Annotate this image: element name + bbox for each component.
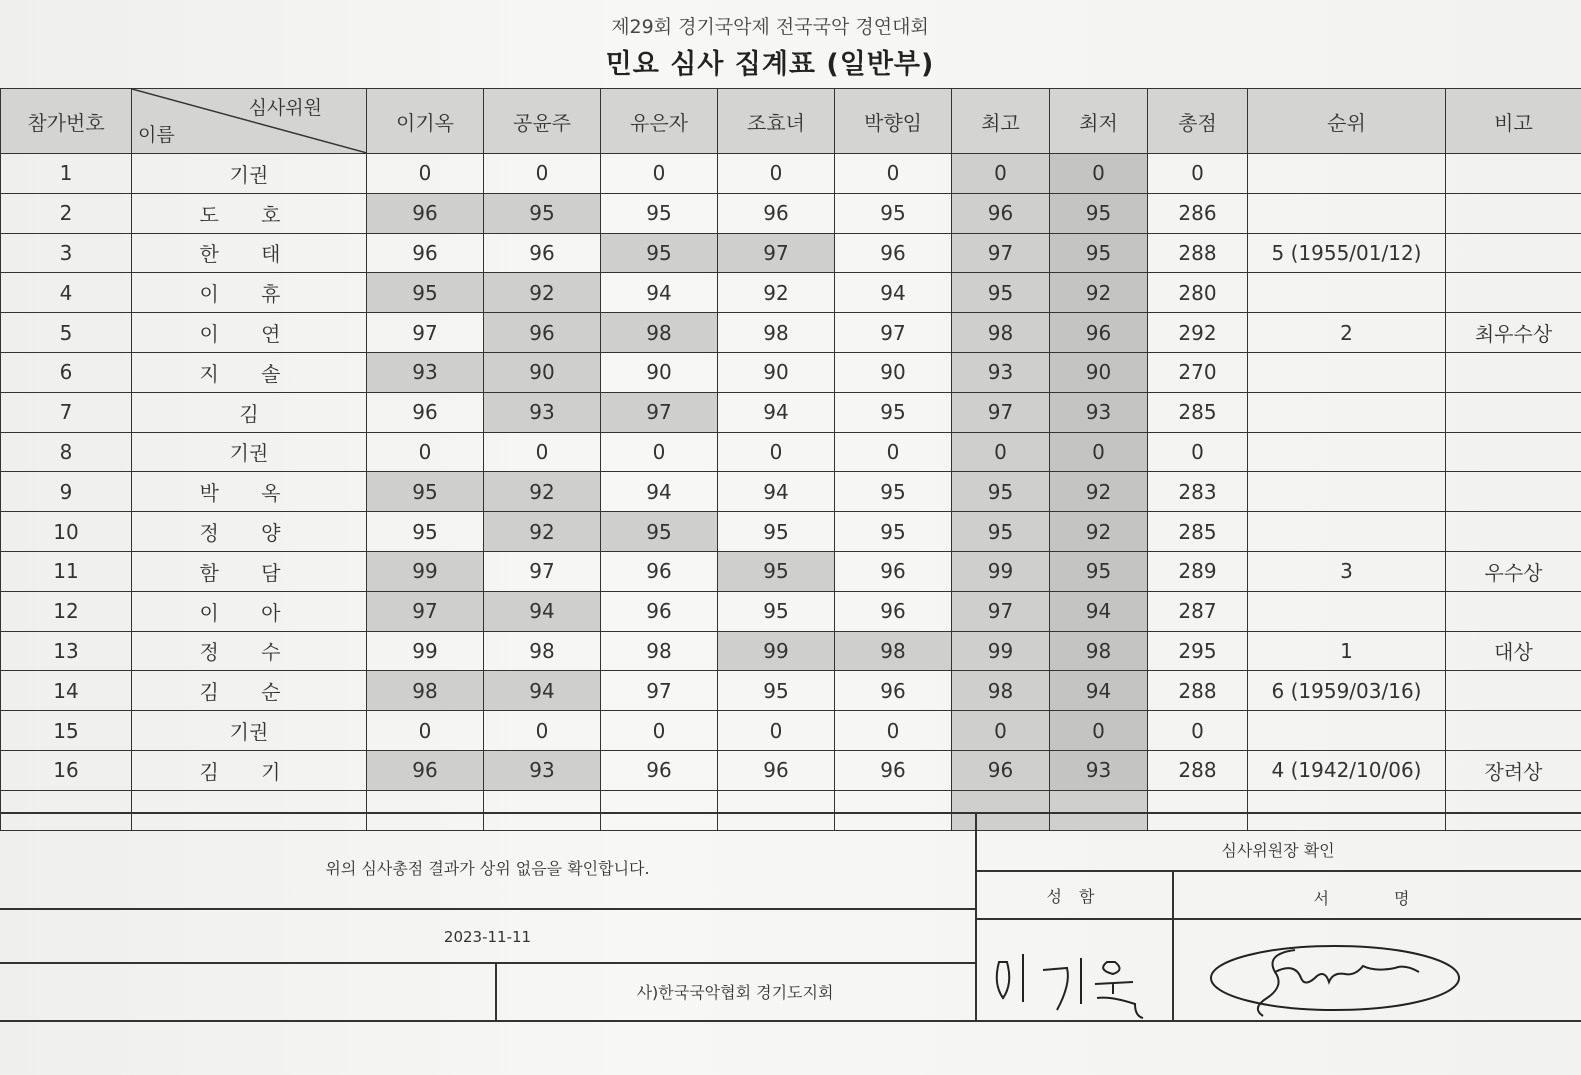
judge-score-cell: 98: [601, 631, 718, 671]
judge-score-cell: 0: [484, 711, 601, 751]
note-cell: [1446, 711, 1581, 751]
judge-score-cell: 92: [484, 472, 601, 512]
total-cell: 285: [1148, 392, 1248, 432]
judge-score-cell: 98: [367, 671, 484, 711]
judge-score-cell: 90: [601, 352, 718, 392]
header-row: [1, 89, 1581, 154]
judge-score-cell: 0: [835, 432, 952, 472]
name-cell: 이 휴: [132, 273, 367, 313]
col-entry-no: 참가번호: [1, 89, 132, 154]
judge-score-cell: 90: [484, 352, 601, 392]
judge-score-cell: 99: [718, 631, 835, 671]
note-cell: 장려상: [1446, 750, 1581, 790]
judge-score-cell: 94: [601, 472, 718, 512]
entry-no-cell: 2: [1, 193, 132, 233]
col-judge-5: 박향임: [835, 89, 952, 154]
judge-score-cell: 94: [835, 273, 952, 313]
signature: [1205, 932, 1475, 1022]
judge-score-cell: 95: [367, 273, 484, 313]
min-cell: 93: [1050, 750, 1148, 790]
table-row: [1, 273, 1581, 313]
judge-score-cell: 95: [718, 671, 835, 711]
min-cell: 95: [1050, 551, 1148, 591]
judge-score-cell: 95: [718, 551, 835, 591]
total-cell: 288: [1148, 233, 1248, 273]
name-cell: 도 호: [132, 193, 367, 233]
judge-score-cell: 96: [367, 233, 484, 273]
page-title: 민요 심사 집계표 (일반부): [605, 49, 935, 80]
score-table: [0, 88, 1581, 831]
sign-field-label: 서 명: [1313, 889, 1440, 908]
total-cell: 288: [1148, 671, 1248, 711]
rank-cell: 4 (1942/10/06): [1248, 750, 1446, 790]
min-cell: 96: [1050, 313, 1148, 353]
judge-score-cell: 97: [367, 591, 484, 631]
table-row: [1, 193, 1581, 233]
col-judges-name: [132, 89, 367, 154]
judge-score-cell: 97: [367, 313, 484, 353]
judges-label: 심사위원: [248, 97, 322, 119]
entry-no-cell: 9: [1, 472, 132, 512]
entry-no-cell: 5: [1, 313, 132, 353]
judge-score-cell: 0: [601, 154, 718, 194]
rank-cell: 3: [1248, 551, 1446, 591]
max-cell: 98: [952, 313, 1050, 353]
col-judge-1: 이기옥: [367, 89, 484, 154]
judge-score-cell: 95: [835, 193, 952, 233]
judge-score-cell: 98: [484, 631, 601, 671]
table-row: [1, 750, 1581, 790]
table-row: [1, 711, 1581, 751]
judge-score-cell: 0: [718, 711, 835, 751]
note-cell: [1446, 193, 1581, 233]
judge-score-cell: 97: [484, 551, 601, 591]
max-cell: 98: [952, 671, 1050, 711]
judge-score-cell: 93: [484, 750, 601, 790]
name-cell: 정 수: [132, 631, 367, 671]
rank-cell: 5 (1955/01/12): [1248, 233, 1446, 273]
min-cell: 0: [1050, 432, 1148, 472]
judge-score-cell: 0: [484, 432, 601, 472]
confirm-text: 위의 심사총점 결과가 상위 없음을 확인합니다.: [325, 859, 650, 878]
max-cell: 97: [952, 233, 1050, 273]
footer: [0, 812, 1581, 1075]
min-cell: 92: [1050, 273, 1148, 313]
name-cell: 김 기: [132, 750, 367, 790]
max-cell: 97: [952, 392, 1050, 432]
judge-score-cell: 97: [601, 671, 718, 711]
min-cell: 93: [1050, 392, 1148, 432]
judge-score-cell: 96: [835, 551, 952, 591]
min-cell: 94: [1050, 671, 1148, 711]
judge-score-cell: 90: [718, 352, 835, 392]
judge-score-cell: 98: [835, 631, 952, 671]
name-cell: 함 담: [132, 551, 367, 591]
table-row: [1, 233, 1581, 273]
judge-score-cell: 95: [718, 512, 835, 552]
table-row: [1, 154, 1581, 194]
col-judge-3: 유은자: [601, 89, 718, 154]
table-row: [1, 512, 1581, 552]
note-cell: 우수상: [1446, 551, 1581, 591]
judge-score-cell: 0: [718, 154, 835, 194]
chief-confirm-label: 심사위원장 확인: [1221, 841, 1335, 860]
judge-score-cell: 92: [484, 273, 601, 313]
note-cell: [1446, 233, 1581, 273]
col-total: 총점: [1148, 89, 1248, 154]
rank-cell: [1248, 711, 1446, 751]
judge-score-cell: 95: [718, 591, 835, 631]
note-cell: [1446, 512, 1581, 552]
name-cell: 이 아: [132, 591, 367, 631]
note-cell: 대상: [1446, 631, 1581, 671]
judge-score-cell: 97: [835, 313, 952, 353]
handwritten-name: [985, 940, 1165, 1020]
name-label: 이름: [138, 124, 175, 146]
judge-score-cell: 0: [367, 154, 484, 194]
entry-no-cell: 7: [1, 392, 132, 432]
judge-score-cell: 96: [835, 591, 952, 631]
entry-no-cell: 15: [1, 711, 132, 751]
max-cell: 96: [952, 750, 1050, 790]
judge-score-cell: 0: [718, 432, 835, 472]
min-cell: 92: [1050, 472, 1148, 512]
rank-cell: [1248, 154, 1446, 194]
max-cell: 99: [952, 551, 1050, 591]
min-cell: 95: [1050, 193, 1148, 233]
judge-score-cell: 95: [367, 512, 484, 552]
table-row: [1, 551, 1581, 591]
min-cell: 95: [1050, 233, 1148, 273]
judge-score-cell: 96: [484, 233, 601, 273]
judge-score-cell: 94: [718, 392, 835, 432]
judge-score-cell: 93: [367, 352, 484, 392]
name-cell: 기권: [132, 432, 367, 472]
judge-score-cell: 99: [367, 631, 484, 671]
note-cell: [1446, 154, 1581, 194]
judge-score-cell: 98: [718, 313, 835, 353]
table-row: [1, 352, 1581, 392]
table-row: [1, 472, 1581, 512]
rank-cell: [1248, 392, 1446, 432]
rank-cell: 1: [1248, 631, 1446, 671]
name-cell: 김 순: [132, 671, 367, 711]
entry-no-cell: 13: [1, 631, 132, 671]
judge-score-cell: 94: [718, 472, 835, 512]
total-cell: 283: [1148, 472, 1248, 512]
max-cell: 95: [952, 472, 1050, 512]
judge-score-cell: 95: [835, 392, 952, 432]
total-cell: 0: [1148, 432, 1248, 472]
judge-score-cell: 96: [835, 671, 952, 711]
judge-score-cell: 92: [484, 512, 601, 552]
entry-no-cell: 3: [1, 233, 132, 273]
total-cell: 287: [1148, 591, 1248, 631]
col-rank: 순위: [1248, 89, 1446, 154]
judge-score-cell: 96: [601, 750, 718, 790]
table-row: [1, 392, 1581, 432]
name-cell: 기권: [132, 711, 367, 751]
max-cell: 93: [952, 352, 1050, 392]
judge-score-cell: 94: [484, 671, 601, 711]
judge-score-cell: 98: [601, 313, 718, 353]
max-cell: 0: [952, 711, 1050, 751]
rank-cell: [1248, 472, 1446, 512]
judge-score-cell: 0: [367, 432, 484, 472]
min-cell: 90: [1050, 352, 1148, 392]
name-cell: 이 연: [132, 313, 367, 353]
total-cell: 289: [1148, 551, 1248, 591]
rank-cell: 6 (1959/03/16): [1248, 671, 1446, 711]
max-cell: 0: [952, 154, 1050, 194]
judge-score-cell: 0: [835, 711, 952, 751]
judge-score-cell: 90: [835, 352, 952, 392]
total-cell: 288: [1148, 750, 1248, 790]
name-cell: 박 옥: [132, 472, 367, 512]
name-cell: 정 양: [132, 512, 367, 552]
rank-cell: [1248, 193, 1446, 233]
rank-cell: [1248, 512, 1446, 552]
note-cell: [1446, 671, 1581, 711]
judge-score-cell: 96: [601, 551, 718, 591]
judge-score-cell: 94: [484, 591, 601, 631]
rank-cell: [1248, 432, 1446, 472]
col-max: 최고: [952, 89, 1050, 154]
max-cell: 97: [952, 591, 1050, 631]
judge-score-cell: 95: [601, 233, 718, 273]
name-field-label: 성 함: [1046, 887, 1101, 906]
max-cell: 95: [952, 273, 1050, 313]
judge-score-cell: 96: [835, 750, 952, 790]
entry-no-cell: 12: [1, 591, 132, 631]
judge-score-cell: 95: [601, 512, 718, 552]
judge-score-cell: 96: [367, 193, 484, 233]
total-cell: 0: [1148, 711, 1248, 751]
entry-no-cell: 14: [1, 671, 132, 711]
note-cell: 최우수상: [1446, 313, 1581, 353]
min-cell: 92: [1050, 512, 1148, 552]
organization: 사)한국국악협회 경기도지회: [636, 983, 834, 1002]
rank-cell: 2: [1248, 313, 1446, 353]
judge-score-cell: 97: [718, 233, 835, 273]
note-cell: [1446, 392, 1581, 432]
judge-score-cell: 96: [367, 750, 484, 790]
note-cell: [1446, 432, 1581, 472]
judge-score-cell: 94: [601, 273, 718, 313]
rank-cell: [1248, 591, 1446, 631]
date: 2023-11-11: [443, 928, 532, 946]
total-cell: 280: [1148, 273, 1248, 313]
table-row: [1, 591, 1581, 631]
judge-score-cell: 99: [367, 551, 484, 591]
note-cell: [1446, 273, 1581, 313]
judge-score-cell: 0: [601, 432, 718, 472]
judge-score-cell: 96: [718, 193, 835, 233]
note-cell: [1446, 591, 1581, 631]
total-cell: 292: [1148, 313, 1248, 353]
entry-no-cell: 11: [1, 551, 132, 591]
col-judge-4: 조효녀: [718, 89, 835, 154]
min-cell: 0: [1050, 711, 1148, 751]
judge-score-cell: 95: [367, 472, 484, 512]
entry-no-cell: 6: [1, 352, 132, 392]
judge-score-cell: 95: [484, 193, 601, 233]
judge-score-cell: 96: [367, 392, 484, 432]
name-cell: 기권: [132, 154, 367, 194]
judge-score-cell: 0: [601, 711, 718, 751]
judge-score-cell: 95: [601, 193, 718, 233]
max-cell: 0: [952, 432, 1050, 472]
judge-score-cell: 92: [718, 273, 835, 313]
rank-cell: [1248, 273, 1446, 313]
name-cell: 김: [132, 392, 367, 432]
min-cell: 0: [1050, 154, 1148, 194]
competition-subtitle: 제29회 경기국악제 전국국악 경연대회: [611, 16, 929, 38]
entry-no-cell: 8: [1, 432, 132, 472]
judge-score-cell: 95: [835, 472, 952, 512]
min-cell: 94: [1050, 591, 1148, 631]
max-cell: 96: [952, 193, 1050, 233]
judge-score-cell: 93: [484, 392, 601, 432]
name-cell: 한 태: [132, 233, 367, 273]
entry-no-cell: 4: [1, 273, 132, 313]
judge-score-cell: 96: [601, 591, 718, 631]
table-row: [1, 432, 1581, 472]
total-cell: 270: [1148, 352, 1248, 392]
total-cell: 286: [1148, 193, 1248, 233]
score-rows: [1, 154, 1581, 831]
col-min: 최저: [1050, 89, 1148, 154]
note-cell: [1446, 472, 1581, 512]
col-judge-2: 공윤주: [484, 89, 601, 154]
max-cell: 95: [952, 512, 1050, 552]
judge-score-cell: 0: [835, 154, 952, 194]
judge-score-cell: 96: [835, 233, 952, 273]
name-cell: 지 솔: [132, 352, 367, 392]
entry-no-cell: 16: [1, 750, 132, 790]
judge-score-cell: 95: [835, 512, 952, 552]
entry-no-cell: 1: [1, 154, 132, 194]
note-cell: [1446, 352, 1581, 392]
min-cell: 98: [1050, 631, 1148, 671]
entry-no-cell: 10: [1, 512, 132, 552]
col-note: 비고: [1446, 89, 1581, 154]
judge-score-cell: 96: [484, 313, 601, 353]
judge-score-cell: 97: [601, 392, 718, 432]
rank-cell: [1248, 352, 1446, 392]
total-cell: 295: [1148, 631, 1248, 671]
total-cell: 0: [1148, 154, 1248, 194]
table-row: [1, 313, 1581, 353]
judge-score-cell: 0: [484, 154, 601, 194]
table-row: [1, 631, 1581, 671]
max-cell: 99: [952, 631, 1050, 671]
total-cell: 285: [1148, 512, 1248, 552]
judge-score-cell: 0: [367, 711, 484, 751]
judge-score-cell: 96: [718, 750, 835, 790]
table-row: [1, 671, 1581, 711]
